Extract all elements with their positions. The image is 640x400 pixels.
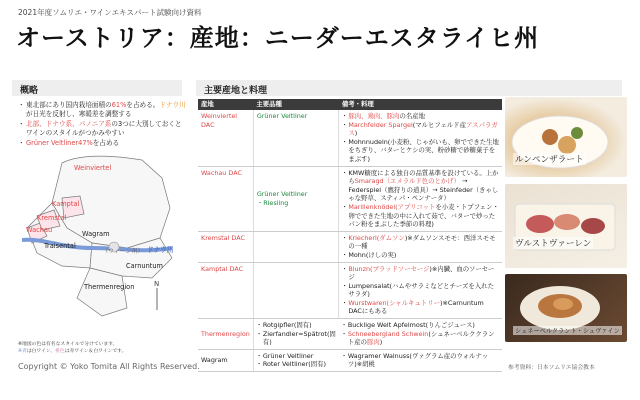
table-cell: Wagram — [198, 349, 253, 371]
map-label-thermenregion: Thermenregion — [84, 283, 135, 291]
map-notes: ※地図の色は有名なスタイルで分けています。 ※青は白ワイン、桃色は赤ワイン＆白ワインです。 — [18, 342, 127, 355]
text-fragment: )※内臓、血のソーセージ — [348, 264, 495, 282]
text-fragment: Grüner Veltliner47% — [26, 138, 93, 147]
text-fragment: は白ワイン、 — [26, 349, 56, 355]
table-row — [198, 262, 502, 319]
text-fragment: ・ Wagramer Walnuss(ヴァグラム産のウォルナッツ)※胡桃 — [342, 352, 499, 369]
region-map — [22, 148, 187, 318]
overview-item — [18, 120, 188, 139]
text-fragment: ・ Bucklige Welt Apfelmost(りんごジュース) — [342, 321, 499, 330]
text-fragment: (マルヒフェルド産 — [412, 120, 467, 129]
table-cell — [339, 319, 502, 350]
map-label-weinviertel: Weinviertel — [74, 164, 112, 172]
table-cell — [253, 231, 339, 262]
photo-wurstwaren — [505, 184, 627, 268]
text-fragment: ※青 — [18, 349, 27, 355]
text-fragment: Blunzn(ブラッドソーセージ — [348, 264, 430, 273]
text-fragment: ドナウ川 — [159, 101, 186, 109]
text-fragment — [342, 265, 499, 282]
table-cell — [339, 262, 502, 319]
overview-list — [18, 101, 188, 148]
text-fragment — [342, 112, 499, 121]
text-fragment: ・ Roter Veltliner(固有) — [257, 360, 336, 369]
map-label-kamptal: Kamptal — [52, 200, 80, 208]
table-header-row — [198, 99, 502, 110]
text-fragment: Wurstwaren(シャルキュトリー — [348, 298, 441, 307]
text-fragment: (シュネーベルククラント産の — [347, 329, 495, 347]
text-fragment: 東北部にあり国内栽培面積の — [26, 101, 112, 109]
text-fragment: Kriecherl(ダムソン — [348, 233, 405, 242]
table-row — [198, 349, 502, 371]
text-fragment: ・ Lumpensalat(ハムやサラミなどとチーズを入れたサラダ) — [342, 282, 499, 299]
table-cell — [339, 166, 502, 231]
table-cell — [253, 319, 339, 350]
map-label-wachau: Wachau — [26, 226, 53, 234]
regions-table — [198, 99, 502, 372]
text-fragment: 北部、ドナウ系、パノニア系 — [26, 119, 112, 128]
text-fragment — [342, 299, 499, 316]
col-header-area: 産地 — [198, 99, 253, 110]
charcuterie-image — [505, 184, 627, 268]
photo-caption: ヴルストヴァーレン — [515, 239, 592, 249]
text-fragment: 豚肉、鶏肉、豚肉 — [348, 112, 400, 120]
table-row — [198, 319, 502, 350]
map-label-traisental: Traisental — [44, 242, 76, 250]
copyright: Copyright © Yoko Tomita All Rights Reserved. — [18, 362, 200, 371]
table-row — [198, 166, 502, 231]
text-fragment: ・ Mohn(けしの実) — [342, 251, 499, 260]
text-fragment: Marillenknödel(アプリコット — [348, 202, 436, 211]
photo-lumpensalat — [505, 97, 627, 177]
table-row — [198, 110, 502, 166]
table-cell: Wachau DAC — [198, 166, 253, 231]
photo-caption: ルンペンザラート — [515, 155, 584, 165]
col-header-grape: 主要品種 — [253, 99, 339, 110]
table-cell — [339, 110, 502, 166]
map-label-kremstal: Kremstal — [37, 214, 67, 222]
text-fragment: を占める — [92, 138, 120, 147]
col-header-dish: 備考・料理 — [339, 99, 502, 110]
text-fragment: は赤ワイン＆白ワインです。 — [64, 349, 127, 355]
text-fragment: Marchfelder Spargel — [348, 120, 413, 129]
text-fragment: ・ Mohnnudeln(小麦粉、じゃがいも、卵でできた生地をちぎり、バターとケシの実、粉砂糖で砂糖菓子をまぶす) — [342, 138, 499, 164]
overview-heading: 概略 — [12, 80, 182, 96]
text-fragment — [342, 234, 499, 251]
text-fragment: ・ Rotgipfler(固有) — [257, 321, 336, 330]
text-fragment: ・ Zierfandler=Spätrot(固有) — [257, 330, 336, 347]
text-fragment: ) — [354, 129, 358, 138]
table-row — [198, 231, 502, 262]
text-fragment: を小麦・トプフェン・卵でできた生地の中に入れて茹で、バターで炒ったパン粉をまぶした季節の料理) — [348, 202, 499, 229]
table-cell: Weinviertel DAC — [198, 110, 253, 166]
table-cell: Kremstal DAC — [198, 231, 253, 262]
page-title: オーストリア：産地：ニーダーエスタライヒ州 — [16, 24, 540, 52]
text-fragment: )※ダムソンスモモ：西洋スモモの一種 — [348, 233, 496, 251]
source-note: 参考資料：日本ソムリエ協会教本 — [508, 365, 595, 371]
text-fragment: 豚肉 — [367, 338, 380, 347]
map-label-donau: ドナウ川 — [147, 246, 174, 254]
table-cell — [253, 349, 339, 371]
text-fragment: )※Carnuntum DACにもある — [348, 298, 484, 316]
table-cell: Thermenregion — [198, 319, 253, 350]
map-label-wagram: Wagram — [82, 230, 110, 238]
text-fragment: ・ Grüner Veltliner — [257, 352, 336, 361]
table-cell: Grüner Veltliner — [253, 110, 339, 166]
text-fragment: の名産地 — [399, 112, 426, 120]
map-label-vienna: （ウィーン州） — [102, 248, 144, 255]
table-cell — [339, 349, 502, 371]
text-fragment: Smaragd（エメラルド色のとかげ） — [354, 177, 461, 186]
map-label-carnuntum: Carnuntum — [126, 262, 163, 270]
text-fragment: KMW糖度による独自の品質基準を設けている。上から — [348, 168, 499, 186]
text-fragment: ) — [379, 338, 383, 347]
text-fragment: 61% — [111, 101, 127, 109]
text-fragment — [342, 169, 499, 203]
north-arrow-label: N — [154, 280, 160, 288]
text-fragment: の3つに大別しておくとワインのスタイルがつかみやすい — [26, 119, 182, 138]
text-fragment: Schneebergland Schwein — [347, 329, 429, 338]
salad-plate-image — [505, 97, 627, 177]
table-heading: 主要産地と料理 — [196, 80, 622, 96]
text-fragment: が日光を反射し、寒暖差を調整する — [26, 110, 132, 119]
text-fragment: 桃色 — [55, 349, 65, 355]
table-cell: Kamptal DAC — [198, 262, 253, 319]
overview-item — [18, 101, 188, 120]
text-fragment — [342, 203, 499, 229]
text-fragment — [342, 330, 499, 347]
header-subtitle: 2021年度ソムリエ・ワインエキスパート試験向け資料 — [18, 8, 202, 17]
text-fragment: → Federspiel（鷹狩りの道具）→ Steinfeder（きゃしゃな野草、スティパ・ペンナータ） — [348, 177, 499, 203]
table-cell — [339, 231, 502, 262]
overview-item — [18, 139, 188, 148]
photo-caption: シュネーベルクラント・シュヴァイン — [515, 328, 620, 335]
text-fragment — [342, 121, 499, 138]
table-cell: Grüner Veltliner ・Riesling — [253, 166, 339, 231]
photo-schwein — [505, 274, 627, 342]
text-fragment: を占める。 — [126, 101, 160, 109]
table-cell — [253, 262, 339, 319]
text-fragment: アスパラガス — [348, 120, 498, 138]
